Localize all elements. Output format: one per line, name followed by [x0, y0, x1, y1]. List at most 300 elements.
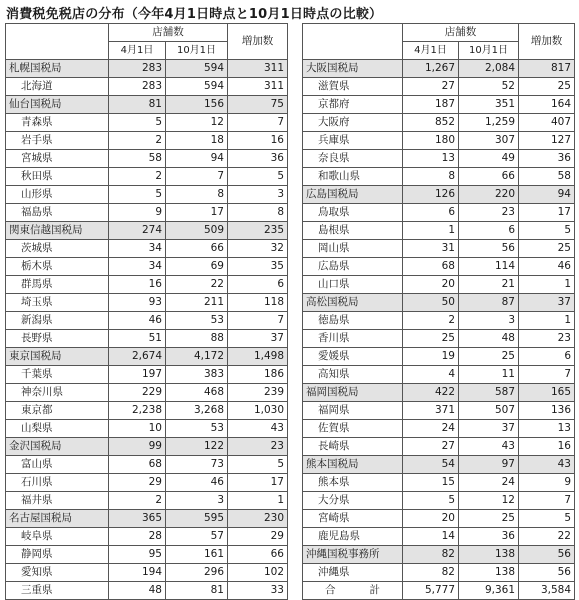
increase-count: 33 — [228, 582, 288, 600]
increase-count: 311 — [228, 60, 288, 78]
oct-count: 49 — [459, 150, 519, 168]
increase-count: 56 — [519, 564, 575, 582]
increase-count: 1,030 — [228, 402, 288, 420]
oct-count: 66 — [459, 168, 519, 186]
apr-count: 58 — [109, 150, 166, 168]
prefecture-row — [303, 258, 575, 276]
oct-count: 2,084 — [459, 60, 519, 78]
prefecture-row — [303, 402, 575, 420]
region-name: 石川県 — [6, 474, 109, 492]
increase-count: 8 — [228, 204, 288, 222]
region-header — [303, 24, 403, 60]
apr-count: 4 — [403, 366, 459, 384]
increase-count: 5 — [519, 222, 575, 240]
oct-count: 25 — [459, 510, 519, 528]
bureau-row — [303, 186, 575, 204]
total-label-1: 合 — [325, 584, 336, 597]
apr-count: 50 — [403, 294, 459, 312]
region-name: 金沢国税局 — [6, 438, 109, 456]
increase-count: 94 — [519, 186, 575, 204]
oct-count: 296 — [166, 564, 228, 582]
oct-count: 138 — [459, 546, 519, 564]
store-count-header: 店舗数 — [109, 24, 228, 42]
region-name: 山形県 — [6, 186, 109, 204]
oct-count: 37 — [459, 420, 519, 438]
region-name: 佐賀県 — [303, 420, 403, 438]
prefecture-row — [6, 528, 288, 546]
oct-count: 594 — [166, 60, 228, 78]
region-name: 京都府 — [303, 96, 403, 114]
apr-count: 28 — [109, 528, 166, 546]
store-count-header: 店舗数 — [403, 24, 519, 42]
apr-count: 54 — [403, 456, 459, 474]
increase-count: 165 — [519, 384, 575, 402]
apr-count: 95 — [109, 546, 166, 564]
prefecture-row — [6, 420, 288, 438]
oct-count: 6 — [459, 222, 519, 240]
oct-count: 73 — [166, 456, 228, 474]
apr-count: 126 — [403, 186, 459, 204]
region-name: 福岡国税局 — [303, 384, 403, 402]
apr-count: 2,238 — [109, 402, 166, 420]
increase-count: 56 — [519, 546, 575, 564]
apr-count: 365 — [109, 510, 166, 528]
apr-count: 283 — [109, 60, 166, 78]
oct-count: 69 — [166, 258, 228, 276]
prefecture-row — [6, 78, 288, 96]
region-header — [6, 24, 109, 60]
increase-count: 22 — [519, 528, 575, 546]
apr-count: 229 — [109, 384, 166, 402]
apr-count: 187 — [403, 96, 459, 114]
oct-count: 1,259 — [459, 114, 519, 132]
increase-count: 7 — [228, 312, 288, 330]
apr-count: 283 — [109, 78, 166, 96]
increase-count: 311 — [228, 78, 288, 96]
oct-count: 81 — [166, 582, 228, 600]
oct-count: 3 — [459, 312, 519, 330]
increase-count: 118 — [228, 294, 288, 312]
region-name: 高知県 — [303, 366, 403, 384]
region-name: 岩手県 — [6, 132, 109, 150]
prefecture-row — [6, 492, 288, 510]
region-name: 沖縄県 — [303, 564, 403, 582]
oct-count: 23 — [459, 204, 519, 222]
apr-count: 68 — [403, 258, 459, 276]
oct-count: 161 — [166, 546, 228, 564]
increase-count: 36 — [228, 150, 288, 168]
apr-count: 48 — [109, 582, 166, 600]
prefecture-row — [6, 582, 288, 600]
oct-count: 351 — [459, 96, 519, 114]
region-name: 札幌国税局 — [6, 60, 109, 78]
oct-count: 595 — [166, 510, 228, 528]
region-name: 宮崎県 — [303, 510, 403, 528]
region-name: 愛媛県 — [303, 348, 403, 366]
increase-count: 817 — [519, 60, 575, 78]
prefecture-row — [6, 366, 288, 384]
apr-count: 1 — [403, 222, 459, 240]
apr-count: 10 — [109, 420, 166, 438]
increase-count: 9 — [519, 474, 575, 492]
oct-count: 507 — [459, 402, 519, 420]
region-name: 青森県 — [6, 114, 109, 132]
increase-count: 7 — [228, 114, 288, 132]
oct-count: 8 — [166, 186, 228, 204]
increase-count: 6 — [519, 348, 575, 366]
increase-count: 32 — [228, 240, 288, 258]
oct-count: 12 — [166, 114, 228, 132]
region-name: 北海道 — [6, 78, 109, 96]
region-name: 鹿児島県 — [303, 528, 403, 546]
right-table — [302, 23, 575, 600]
region-name: 鳥取県 — [303, 204, 403, 222]
oct-count: 56 — [459, 240, 519, 258]
prefecture-row — [6, 384, 288, 402]
apr-count: 82 — [403, 564, 459, 582]
region-name: 群馬県 — [6, 276, 109, 294]
apr-count: 68 — [109, 456, 166, 474]
region-name: 千葉県 — [6, 366, 109, 384]
increase-count: 5 — [228, 168, 288, 186]
oct-count: 122 — [166, 438, 228, 456]
apr-count: 99 — [109, 438, 166, 456]
apr-count: 27 — [403, 78, 459, 96]
prefecture-row — [303, 276, 575, 294]
prefecture-row — [6, 474, 288, 492]
region-name: 大阪府 — [303, 114, 403, 132]
increase-count: 17 — [228, 474, 288, 492]
total-oct: 9,361 — [459, 582, 519, 600]
increase-count: 230 — [228, 510, 288, 528]
oct-count: 94 — [166, 150, 228, 168]
increase-count: 13 — [519, 420, 575, 438]
apr-count: 5 — [109, 114, 166, 132]
apr-header: 4月1日 — [403, 42, 459, 60]
region-name: 福島県 — [6, 204, 109, 222]
apr-count: 9 — [109, 204, 166, 222]
prefecture-row — [6, 546, 288, 564]
oct-count: 587 — [459, 384, 519, 402]
apr-count: 16 — [109, 276, 166, 294]
prefecture-row — [6, 150, 288, 168]
apr-count: 194 — [109, 564, 166, 582]
oct-count: 594 — [166, 78, 228, 96]
apr-count: 1,267 — [403, 60, 459, 78]
total-row — [303, 582, 575, 600]
region-name: 静岡県 — [6, 546, 109, 564]
increase-count: 407 — [519, 114, 575, 132]
apr-count: 20 — [403, 510, 459, 528]
increase-count: 43 — [519, 456, 575, 474]
oct-count: 211 — [166, 294, 228, 312]
oct-count: 53 — [166, 312, 228, 330]
oct-count: 17 — [166, 204, 228, 222]
oct-count: 138 — [459, 564, 519, 582]
apr-count: 82 — [403, 546, 459, 564]
increase-count: 127 — [519, 132, 575, 150]
oct-count: 468 — [166, 384, 228, 402]
region-name: 新潟県 — [6, 312, 109, 330]
region-name: 神奈川県 — [6, 384, 109, 402]
prefecture-row — [303, 78, 575, 96]
bureau-row — [303, 456, 575, 474]
region-name: 福岡県 — [303, 402, 403, 420]
region-name: 関東信越国税局 — [6, 222, 109, 240]
increase-count: 16 — [519, 438, 575, 456]
apr-count: 81 — [109, 96, 166, 114]
oct-count: 3,268 — [166, 402, 228, 420]
bureau-row — [6, 222, 288, 240]
prefecture-row — [303, 528, 575, 546]
apr-count: 2 — [109, 132, 166, 150]
apr-count: 14 — [403, 528, 459, 546]
prefecture-row — [303, 510, 575, 528]
apr-count: 15 — [403, 474, 459, 492]
prefecture-row — [303, 114, 575, 132]
region-name: 高松国税局 — [303, 294, 403, 312]
apr-count: 34 — [109, 240, 166, 258]
oct-count: 46 — [166, 474, 228, 492]
apr-count: 13 — [403, 150, 459, 168]
increase-count: 1 — [519, 276, 575, 294]
prefecture-row — [6, 294, 288, 312]
prefecture-row — [303, 312, 575, 330]
region-name: 広島県 — [303, 258, 403, 276]
apr-count: 24 — [403, 420, 459, 438]
region-name: 沖縄国税事務所 — [303, 546, 403, 564]
increase-count: 17 — [519, 204, 575, 222]
region-name: 兵庫県 — [303, 132, 403, 150]
apr-count: 31 — [403, 240, 459, 258]
apr-count: 51 — [109, 330, 166, 348]
region-name: 香川県 — [303, 330, 403, 348]
oct-count: 509 — [166, 222, 228, 240]
bureau-row — [303, 294, 575, 312]
apr-count: 274 — [109, 222, 166, 240]
oct-count: 11 — [459, 366, 519, 384]
oct-count: 307 — [459, 132, 519, 150]
region-name: 長崎県 — [303, 438, 403, 456]
region-name: 宮城県 — [6, 150, 109, 168]
region-name: 大分県 — [303, 492, 403, 510]
oct-count: 25 — [459, 348, 519, 366]
region-name: 愛知県 — [6, 564, 109, 582]
increase-count: 35 — [228, 258, 288, 276]
prefecture-row — [6, 258, 288, 276]
region-name: 和歌山県 — [303, 168, 403, 186]
region-name: 徳島県 — [303, 312, 403, 330]
oct-count: 22 — [166, 276, 228, 294]
region-name: 福井県 — [6, 492, 109, 510]
region-name: 岡山県 — [303, 240, 403, 258]
prefecture-row — [6, 240, 288, 258]
increase-count: 43 — [228, 420, 288, 438]
oct-count: 88 — [166, 330, 228, 348]
prefecture-row — [303, 474, 575, 492]
prefecture-row — [6, 402, 288, 420]
oct-count: 220 — [459, 186, 519, 204]
prefecture-row — [303, 492, 575, 510]
region-name: 埼玉県 — [6, 294, 109, 312]
prefecture-row — [303, 564, 575, 582]
apr-count: 46 — [109, 312, 166, 330]
increase-count: 102 — [228, 564, 288, 582]
prefecture-row — [6, 204, 288, 222]
region-name: 東京国税局 — [6, 348, 109, 366]
oct-count: 7 — [166, 168, 228, 186]
increase-count: 75 — [228, 96, 288, 114]
increase-count: 1,498 — [228, 348, 288, 366]
increase-count: 7 — [519, 366, 575, 384]
apr-count: 2 — [403, 312, 459, 330]
oct-count: 12 — [459, 492, 519, 510]
region-name: 山梨県 — [6, 420, 109, 438]
increase-count: 29 — [228, 528, 288, 546]
oct-header: 10月1日 — [459, 42, 519, 60]
increase-count: 23 — [519, 330, 575, 348]
bureau-row — [303, 546, 575, 564]
region-name: 秋田県 — [6, 168, 109, 186]
increase-count: 6 — [228, 276, 288, 294]
oct-count: 383 — [166, 366, 228, 384]
oct-count: 114 — [459, 258, 519, 276]
increase-count: 46 — [519, 258, 575, 276]
region-name: 熊本県 — [303, 474, 403, 492]
total-apr: 5,777 — [403, 582, 459, 600]
increase-count: 3 — [228, 186, 288, 204]
total-label-2: 計 — [369, 584, 380, 597]
apr-count: 197 — [109, 366, 166, 384]
increase-count: 1 — [519, 312, 575, 330]
apr-count: 2,674 — [109, 348, 166, 366]
apr-count: 422 — [403, 384, 459, 402]
increase-count: 164 — [519, 96, 575, 114]
right-table-body — [303, 60, 575, 582]
prefecture-row — [303, 366, 575, 384]
oct-count: 97 — [459, 456, 519, 474]
apr-count: 20 — [403, 276, 459, 294]
apr-count: 5 — [109, 186, 166, 204]
prefecture-row — [303, 420, 575, 438]
prefecture-row — [6, 114, 288, 132]
oct-count: 24 — [459, 474, 519, 492]
apr-count: 25 — [403, 330, 459, 348]
increase-header: 増加数 — [228, 24, 288, 60]
apr-count: 852 — [403, 114, 459, 132]
apr-count: 34 — [109, 258, 166, 276]
oct-count: 66 — [166, 240, 228, 258]
bureau-row — [6, 60, 288, 78]
prefecture-row — [303, 438, 575, 456]
oct-count: 36 — [459, 528, 519, 546]
oct-count: 48 — [459, 330, 519, 348]
oct-count: 53 — [166, 420, 228, 438]
prefecture-row — [6, 168, 288, 186]
increase-count: 36 — [519, 150, 575, 168]
region-name: 富山県 — [6, 456, 109, 474]
increase-count: 25 — [519, 240, 575, 258]
apr-count: 29 — [109, 474, 166, 492]
region-name: 東京都 — [6, 402, 109, 420]
bureau-row — [303, 60, 575, 78]
oct-count: 4,172 — [166, 348, 228, 366]
prefecture-row — [303, 330, 575, 348]
increase-header: 増加数 — [519, 24, 575, 60]
region-name: 滋賀県 — [303, 78, 403, 96]
prefecture-row — [6, 456, 288, 474]
apr-count: 180 — [403, 132, 459, 150]
region-name: 島根県 — [303, 222, 403, 240]
oct-count: 43 — [459, 438, 519, 456]
increase-count: 5 — [228, 456, 288, 474]
total-label — [303, 582, 403, 600]
increase-count: 23 — [228, 438, 288, 456]
region-name: 熊本国税局 — [303, 456, 403, 474]
region-name: 三重県 — [6, 582, 109, 600]
region-name: 岐阜県 — [6, 528, 109, 546]
increase-count: 1 — [228, 492, 288, 510]
oct-count: 52 — [459, 78, 519, 96]
region-name: 栃木県 — [6, 258, 109, 276]
prefecture-row — [6, 132, 288, 150]
total-increase: 3,584 — [519, 582, 575, 600]
oct-count: 18 — [166, 132, 228, 150]
bureau-row — [6, 348, 288, 366]
increase-count: 7 — [519, 492, 575, 510]
region-name: 仙台国税局 — [6, 96, 109, 114]
oct-count: 57 — [166, 528, 228, 546]
left-table-body — [6, 60, 288, 600]
prefecture-row — [6, 312, 288, 330]
prefecture-row — [6, 564, 288, 582]
apr-count: 5 — [403, 492, 459, 510]
increase-count: 37 — [228, 330, 288, 348]
prefecture-row — [6, 330, 288, 348]
increase-count: 136 — [519, 402, 575, 420]
apr-count: 2 — [109, 492, 166, 510]
prefecture-row — [303, 96, 575, 114]
region-name: 山口県 — [303, 276, 403, 294]
oct-count: 3 — [166, 492, 228, 510]
apr-header: 4月1日 — [109, 42, 166, 60]
apr-count: 2 — [109, 168, 166, 186]
oct-count: 87 — [459, 294, 519, 312]
prefecture-row — [303, 204, 575, 222]
increase-count: 58 — [519, 168, 575, 186]
left-table — [5, 23, 288, 600]
oct-count: 156 — [166, 96, 228, 114]
increase-count: 16 — [228, 132, 288, 150]
apr-count: 371 — [403, 402, 459, 420]
increase-count: 5 — [519, 510, 575, 528]
prefecture-row — [303, 168, 575, 186]
region-name: 奈良県 — [303, 150, 403, 168]
prefecture-row — [303, 240, 575, 258]
prefecture-row — [303, 348, 575, 366]
region-name: 名古屋国税局 — [6, 510, 109, 528]
region-name: 長野県 — [6, 330, 109, 348]
prefecture-row — [303, 150, 575, 168]
increase-count: 37 — [519, 294, 575, 312]
bureau-row — [6, 438, 288, 456]
apr-count: 8 — [403, 168, 459, 186]
increase-count: 186 — [228, 366, 288, 384]
page-title: 消費税免税店の分布（今年4月1日時点と10月1日時点の比較） — [6, 7, 383, 22]
oct-count: 21 — [459, 276, 519, 294]
region-name: 大阪国税局 — [303, 60, 403, 78]
apr-count: 27 — [403, 438, 459, 456]
